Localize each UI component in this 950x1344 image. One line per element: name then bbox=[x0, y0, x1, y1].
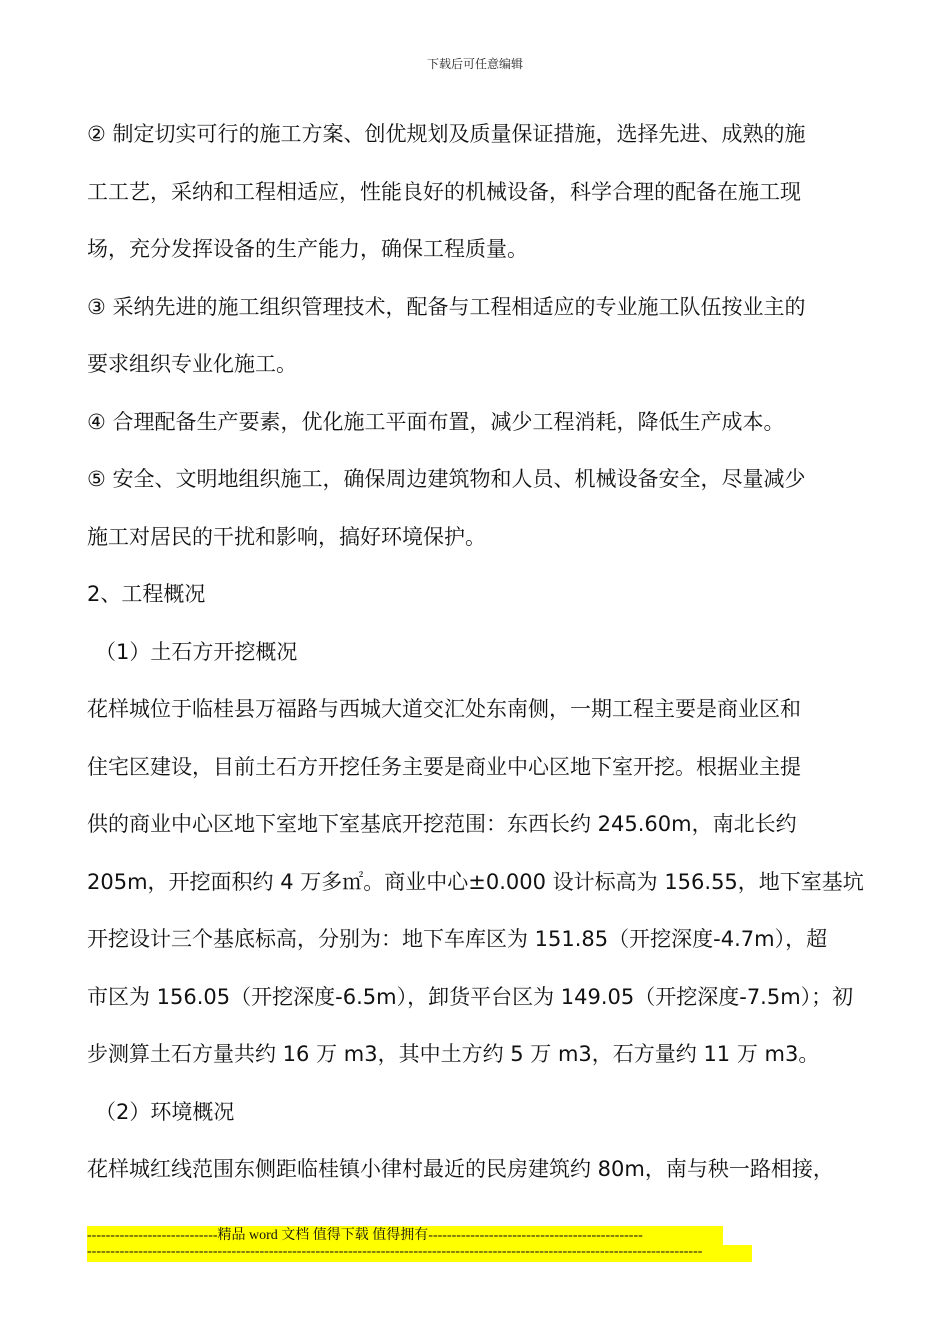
body-line-17: 步测算土石方量共约 16 万 m3，其中土方约 5 万 m3，石方量约 11 万 m3。 bbox=[87, 1042, 820, 1066]
body-line-2: 工工艺，采纳和工程相适应，性能良好的机械设备，科学合理的配备在施工现 bbox=[87, 179, 801, 204]
body-line-1: ② 制定切实可行的施工方案、创优规划及质量保证措施，选择先进、成熟的施 bbox=[87, 122, 806, 146]
subsection-heading-environment: （2）环境概况 bbox=[95, 1099, 235, 1124]
body-line-16: 市区为 156.05（开挖深度-6.5m），卸货平台区为 149.05（开挖深度-7.5m）；初 bbox=[87, 984, 854, 1009]
footer-banner-line-1: ----------------------------精品 word 文档 值得下载 值得拥有---------------------------------------------- bbox=[87, 1226, 723, 1245]
body-line-8: 施工对居民的干扰和影响，搞好环境保护。 bbox=[87, 524, 486, 549]
body-line-12: 住宅区建设，目前土石方开挖任务主要是商业中心区地下室开挖。根据业主提 bbox=[87, 754, 801, 779]
body-line-4: ③ 采纳先进的施工组织管理技术，配备与工程相适应的专业施工队伍按业主的 bbox=[87, 294, 806, 319]
page-header: 下载后可任意编辑 bbox=[426, 57, 523, 71]
section-heading-project-overview: 2、工程概况 bbox=[87, 582, 206, 606]
footer-banner-line-2: ------------------------------------------------------------------------------------------------------------------------------------ bbox=[87, 1245, 752, 1262]
body-line-3: 场，充分发挥设备的生产能力，确保工程质量。 bbox=[87, 237, 528, 261]
document-body bbox=[87, 106, 867, 1199]
body-line-19: 花样城红线范围东侧距临桂镇小律村最近的民房建筑约 80m，南与秧一路相接， bbox=[87, 1157, 834, 1181]
footer-banner bbox=[87, 1226, 752, 1262]
body-line-15: 开挖设计三个基底标高，分别为：地下车库区为 151.85（开挖深度-4.7m），超 bbox=[87, 927, 828, 951]
body-line-11: 花样城位于临桂县万福路与西城大道交汇处东南侧，一期工程主要是商业区和 bbox=[87, 697, 801, 721]
subsection-heading-excavation: （1）土石方开挖概况 bbox=[95, 639, 298, 664]
body-line-14: 205m，开挖面积约 4 万多㎡。商业中心±0.000 设计标高为 156.55，地下室基坑 bbox=[87, 869, 864, 894]
body-line-7: ⑤ 安全、文明地组织施工，确保周边建筑物和人员、机械设备安全，尽量减少 bbox=[87, 467, 806, 491]
body-line-5: 要求组织专业化施工。 bbox=[87, 352, 297, 376]
body-line-6: ④ 合理配备生产要素，优化施工平面布置，减少工程消耗，降低生产成本。 bbox=[87, 409, 785, 434]
body-line-13: 供的商业中心区地下室地下室基底开挖范围：东西长约 245.60m，南北长约 bbox=[87, 812, 797, 836]
